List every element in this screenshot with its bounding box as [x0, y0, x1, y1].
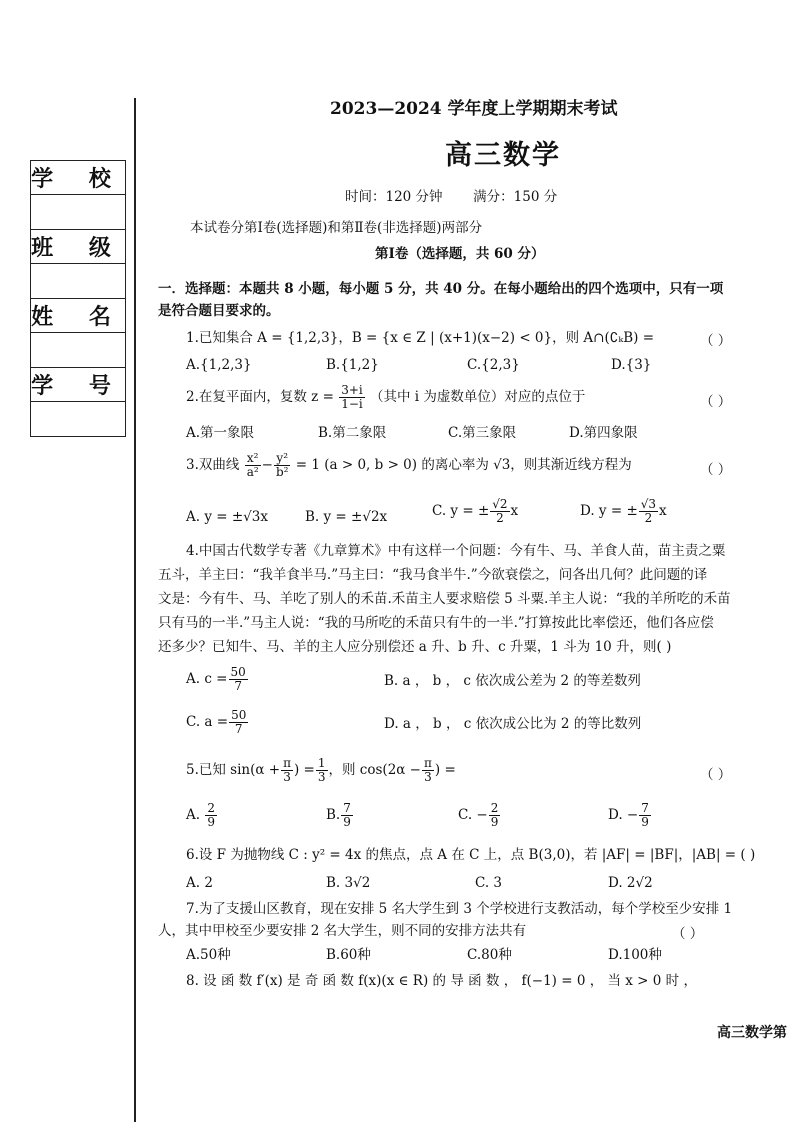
page-footer: 高三数学第	[717, 1025, 787, 1041]
q5-d-fraction	[639, 802, 651, 829]
q2-fraction	[339, 384, 365, 411]
q5-a-fraction	[205, 802, 217, 829]
school-label: 学 校	[31, 161, 126, 195]
q3-c-post: x	[510, 503, 519, 519]
q4-c-pre: C. a =	[186, 714, 229, 730]
section1-instruction-1: 一．选择题：本题共 8 小题，每小题 5 分，共 40 分。在每小题给出的四个选项中，只有一项	[158, 281, 724, 297]
q5-d-pre: D. −	[608, 807, 639, 823]
q3-d-num: √3	[640, 497, 657, 511]
q1-option-d: D.{3}	[611, 357, 652, 373]
q7-option-a: A.50种	[186, 947, 231, 963]
q5-f1-den: 3	[283, 770, 291, 784]
q2-option-c: C.第三象限	[448, 425, 517, 441]
q2-stem-pre: 2.在复平面内，复数 z =	[186, 389, 334, 405]
q4-option-d: D. a ， b ， c 依次成公比为 2 的等比数列	[384, 716, 642, 732]
student-id-field[interactable]	[31, 402, 126, 437]
q3-stem-pre: 3.双曲线	[186, 457, 240, 473]
q5-b-fraction	[341, 802, 353, 829]
q3-answer-blank[interactable]: （ ）	[700, 462, 732, 478]
class-field[interactable]	[31, 264, 126, 299]
q5-b-pre: B.	[326, 807, 341, 823]
q5-stem	[186, 755, 456, 785]
q5-f2-den: 3	[317, 770, 326, 784]
q3-f1-den: a²	[246, 465, 259, 479]
q3-c-pre: C. y = ±	[432, 503, 490, 519]
q3-fraction-x	[245, 452, 261, 479]
q5-f3-num: π	[424, 756, 432, 770]
q5-answer-blank[interactable]: （ ）	[700, 767, 732, 783]
q5-f2-num: 1	[317, 756, 326, 770]
q5-mid: ) =	[294, 762, 315, 778]
exam-score: 满分：150 分	[473, 189, 558, 205]
q5-post: ，则 cos(2α −	[328, 762, 421, 778]
student-id-label: 学 号	[31, 368, 126, 402]
q5-c-den: 9	[490, 815, 499, 829]
q6-option-a: A. 2	[186, 875, 213, 891]
q8-stem: 8. 设 函 数 f′(x) 是 奇 函 数 f(x)(x ∈ R) 的 导 函 数 ， f(−1) = 0 ， 当 x > 0 时 ，	[186, 973, 697, 989]
q3-f1-num: x²	[245, 452, 261, 466]
q4-a-den: 7	[234, 679, 242, 693]
exam-time: 时间：120 分钟	[345, 189, 443, 205]
q3-c-num: √2	[492, 497, 508, 511]
q6-option-c: C. 3	[475, 875, 503, 891]
q1-answer-blank[interactable]: （ ）	[700, 333, 732, 349]
q4-c-num: 50	[231, 708, 247, 722]
q2-stem-post: （其中 i 为虚数单位）对应的点位于	[370, 389, 586, 405]
exam-intro: 本试卷分第Ⅰ卷(选择题)和第Ⅱ卷(非选择题)两部分	[190, 220, 483, 236]
class-label: 班 级	[31, 230, 126, 264]
q4-a-fraction	[229, 666, 248, 693]
q5-pre: 5.已知 sin(α +	[186, 762, 281, 778]
q3-stem-post: = 1 (a > 0, b > 0) 的离心率为 √3，则其渐近线方程为	[295, 457, 632, 473]
q3-fraction-y	[274, 452, 291, 479]
subject-title: 高三数学	[445, 140, 561, 171]
q3-d-fraction	[639, 498, 658, 525]
q4-line-2: 五斗，羊主曰：“我羊食半马.”马主曰：“我马食半牛.”今欲衰偿之，问各出几何？此问题的译	[158, 567, 708, 583]
q3-d-pre: D. y = ±	[580, 503, 638, 519]
q3-d-den: 2	[644, 511, 653, 525]
q3-option-a: A. y = ±√3x	[186, 509, 268, 525]
q6-option-b: B. 3√2	[326, 875, 371, 891]
q2-stem	[186, 382, 585, 412]
name-label: 姓 名	[31, 299, 126, 333]
q1-option-a: A.{1,2,3}	[186, 357, 252, 373]
q5-a-pre: A.	[186, 807, 201, 823]
q7-option-d: D.100种	[608, 947, 662, 963]
q5-f1-num: π	[283, 756, 291, 770]
part1-heading: 第Ⅰ卷（选择题，共 60 分）	[375, 246, 545, 262]
q4-a-pre: A. c =	[186, 671, 228, 687]
q5-option-b	[326, 800, 354, 830]
q2-option-b: B.第二象限	[318, 425, 387, 441]
q5-end: ) =	[434, 762, 456, 778]
q5-option-d	[608, 800, 652, 830]
q4-line-5: 还多少？已知牛、马、羊的主人应分别偿还 a 升、b 升、c 升粟，1 斗为 10 升，则( )	[158, 639, 672, 655]
q5-b-den: 9	[343, 815, 351, 829]
q3-option-d	[580, 496, 667, 526]
q4-line-1: 4.中国古代数学专著《九章算术》中有这样一个问题：今有牛、马、羊食人苗，苗主责之粟	[186, 543, 726, 559]
q4-option-b: B. a ， b ， c 依次成公差为 2 的等差数列	[384, 673, 641, 689]
q4-a-num: 50	[230, 665, 246, 679]
q3-stem	[186, 450, 632, 480]
name-field[interactable]	[31, 333, 126, 368]
q1-option-c: C.{2,3}	[467, 357, 520, 373]
q4-line-4: 只有马的一半.”马主人说：“我的马所吃的禾苗只有牛的一半.”打算按此比率偿还，他们各应偿	[158, 615, 714, 631]
q2-num: 3+i	[341, 383, 363, 397]
q2-den: 1−i	[341, 397, 363, 411]
q4-line-3: 文是：今有牛、马、羊吃了别人的禾苗.禾苗主人要求赔偿 5 斗粟.羊主人说：“我的羊所吃的禾苗	[158, 591, 731, 607]
q5-f3	[422, 757, 434, 784]
q5-f3-den: 3	[424, 770, 432, 784]
q2-option-a: A.第一象限	[186, 425, 255, 441]
q5-a-den: 9	[207, 815, 215, 829]
q2-option-d: D.第四象限	[569, 425, 638, 441]
time-score-line	[345, 188, 557, 206]
q5-c-num: 2	[490, 801, 499, 815]
q7-option-c: C.80种	[467, 947, 512, 963]
q1-stem: 1.已知集合 A = {1,2,3}，B = {x ∈ Z | (x+1)(x−2) < 0}，则 A∩(∁ₖB) =	[186, 330, 655, 346]
q5-d-den: 9	[641, 815, 649, 829]
q5-a-num: 2	[207, 801, 215, 815]
q5-f2	[316, 757, 328, 784]
q3-option-b: B. y = ±√2x	[305, 509, 388, 525]
q5-c-pre: C. −	[458, 807, 488, 823]
q2-answer-blank[interactable]: （ ）	[700, 394, 732, 410]
q3-c-den: 2	[496, 511, 504, 525]
q5-b-num: 7	[343, 801, 351, 815]
binding-line	[134, 98, 136, 1122]
q7-answer-blank[interactable]: （ ）	[672, 926, 704, 942]
q4-option-a	[186, 664, 249, 694]
student-info-table	[30, 160, 126, 437]
q3-minus: −	[261, 457, 273, 473]
q3-f2-den: b²	[275, 465, 289, 479]
q4-option-c	[186, 707, 249, 737]
q7-option-b: B.60种	[326, 947, 371, 963]
q1-option-b: B.{1,2}	[326, 357, 379, 373]
q5-option-c	[458, 800, 501, 830]
q7-line-2: 人，其中甲校至少要安排 2 名大学生，则不同的安排方法共有	[158, 923, 527, 939]
section1-instruction-2: 是符合题目要求的。	[158, 303, 280, 319]
exam-title: 2023—2024 学年度上学期期末考试	[330, 99, 618, 119]
q5-f1	[281, 757, 293, 784]
q6-stem: 6.设 F 为抛物线 C : y² = 4x 的焦点，点 A 在 C 上，点 B(3,0)，若 |AF| = |BF|，|AB| = ( )	[186, 847, 756, 863]
q6-option-d: D. 2√2	[608, 875, 653, 891]
q4-c-den: 7	[234, 722, 243, 736]
q5-option-a	[186, 800, 218, 830]
school-field[interactable]	[31, 195, 126, 230]
q7-line-1: 7.为了支援山区教育，现在安排 5 名大学生到 3 个学校进行支教活动，每个学校至少安排 1	[186, 901, 733, 917]
q5-c-fraction	[489, 802, 501, 829]
q3-f2-num: y²	[274, 452, 291, 466]
q3-c-fraction	[490, 498, 509, 525]
q3-d-post: x	[659, 503, 667, 519]
q3-option-c	[432, 496, 518, 526]
q5-d-num: 7	[641, 801, 649, 815]
q4-c-fraction	[229, 709, 248, 736]
